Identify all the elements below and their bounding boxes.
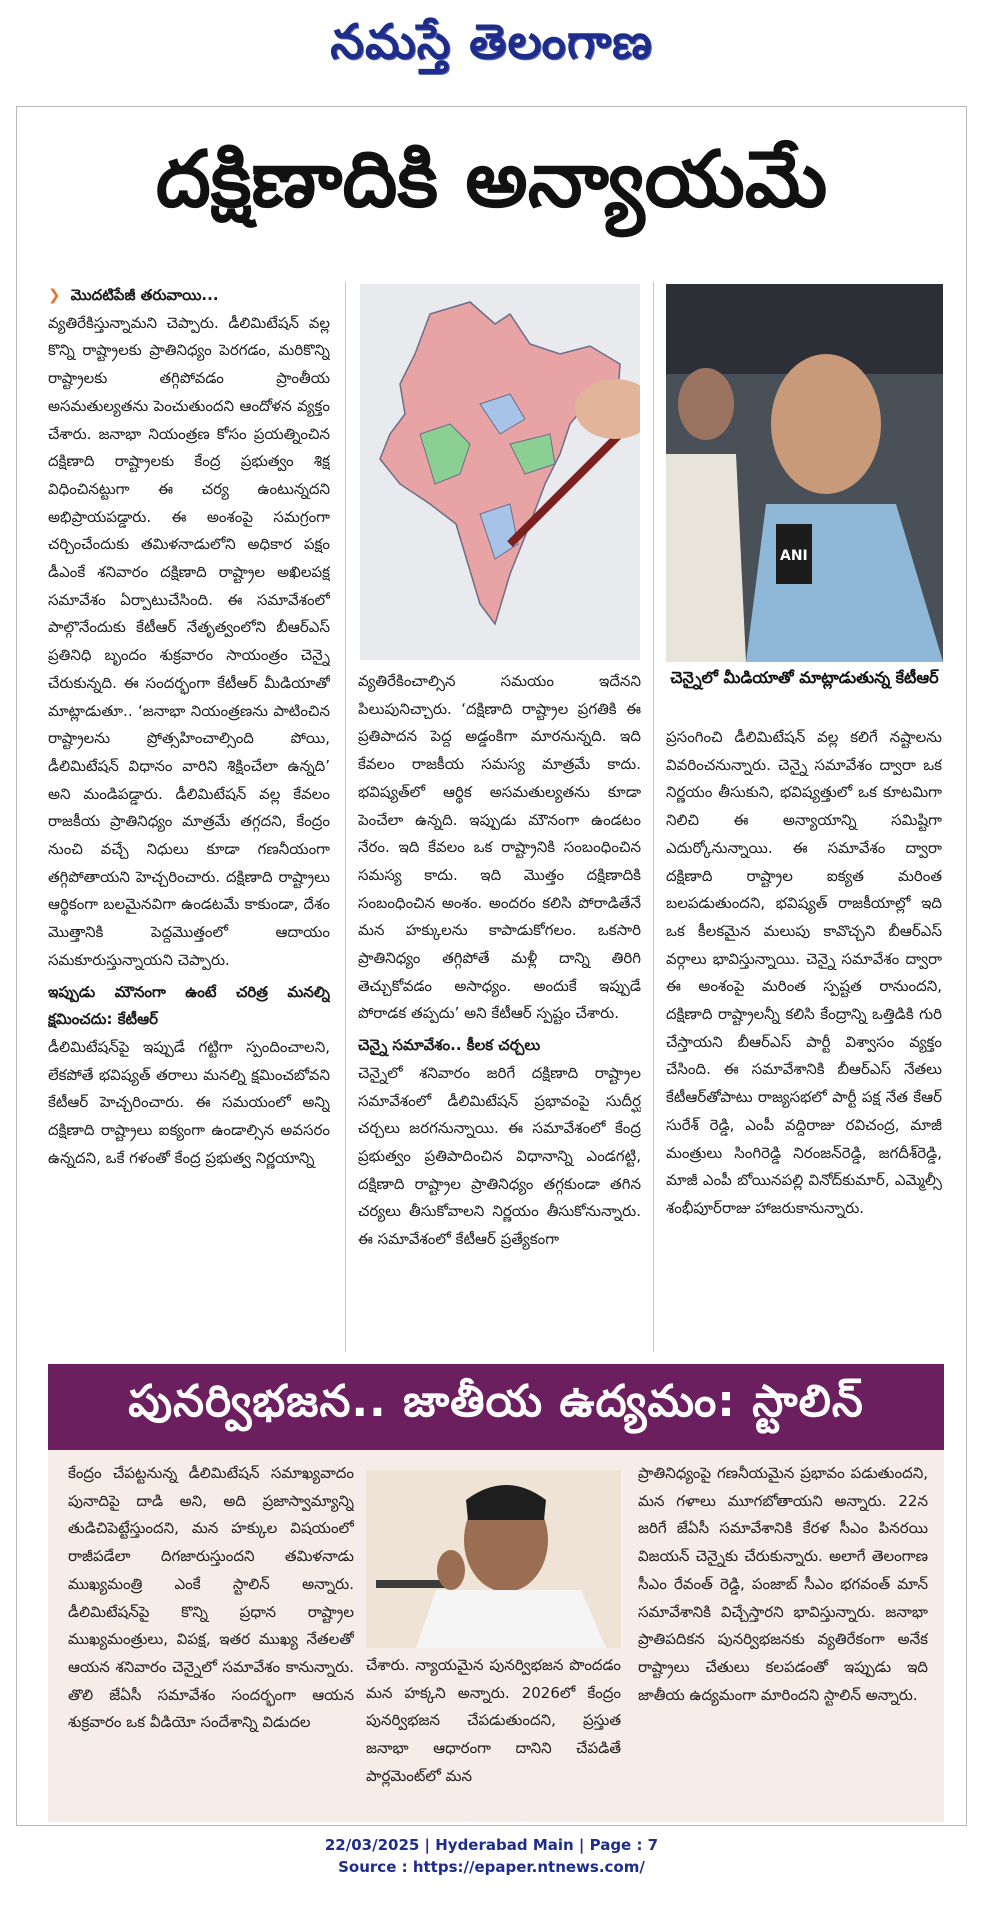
body-paragraph: వ్యతిరేకించాల్సిన సమయం ఇదేనని పిలుపునిచ్చారు. ‘దక్షిణాది రాష్ట్రాల ప్రగతికి ఈ ప్రతిపాదన పెద్ద అడ్డంకిగా మారనున్నది. ఇది కేవలం రాజకీయ సమస్య మాత్రమే కాదు. భవిష్యత్‌లో ఆర్థిక అసమతుల్యతను కూడా పెంచేలా ఉన్నది. ఇప్పుడు మౌనంగా ఉండటం నేరం. ఇది కేవలం ఒక రాష్ట్రానికి సంబంధించిన సమస్య కాదు. ఇది మొత్తం దక్షిణాదికి సంబంధించిన అంశం. అందరం కలిసి పోరాడితేనే మన హక్కులను కాపాడుకోగలం. ఒకసారి ప్రాతినిధ్యం తగ్గిపోతే మళ్లీ దాన్ని తిరిగి తెచ్చుకోవడం అసాధ్యం. అందుకే ఇప్పుడే పోరాడక తప్పదు’ అని కేటీఆర్ స్పష్టం చేశారు. [358, 672, 641, 1023]
subheading: చెన్నై సమావేశం.. కీలక చర్చలు [358, 1036, 541, 1055]
article-column-3 [666, 724, 942, 1360]
map-illustration [360, 284, 640, 660]
headline: దక్షిణాదికి అన్యాయమే [155, 134, 828, 225]
body-paragraph: ప్రసంగించి డీలిమిటేషన్ వల్ల కలిగే నష్టాలను వివరించనున్నారు. చెన్నై సమావేశం ద్వారా ఒక నిర్ణయం తీసుకుని, భవిష్యత్తులో ఒక కూటమిగా నిలిచి ఈ అన్యాయాన్ని సమిష్టిగా ఎదుర్కోనున్నాయి. ఈ సమావేశం ద్వారా దక్షిణాది రాష్ట్రాల ఐక్యత మరింత బలపడుతుందని, భవిష్యత్ రాజకీయాల్లో ఇది ఒక కీలకమైన మలుపు కావొచ్చని బీఆర్ఎస్ వర్గాలు భావిస్తున్నాయి. చెన్నై సమావేశం ద్వారా ఈ అంశంపై మరింత స్పష్టత రానుందని, దక్షిణాది రాష్ట్రాలన్నీ కలిసి కేంద్రాన్ని ఒత్తిడికి గురి చేస్తాయని బీఆర్ఎస్ పార్టీ విశ్వాసం వ్యక్తం చేసింది. ఈ సమావేశానికి బీఆర్ఎస్ నేతలు కేటీఆర్‌తోపాటు రాజ్యసభలో పార్టీ పక్ష నేత కేఆర్ సురేశ్ రెడ్డి, ఎంపీ వద్దిరాజు రవిచంద్ర, మాజీ మంత్రులు సింగిరెడ్డి నిరంజన్‌రెడ్డి, జగదీశ్‌రెడ్డి, మాజీ ఎంపీ బోయినపల్లి వినోద్‌కుమార్, ఎమ్మెల్సీ శంభీపూర్‌రాజు హాజరుకానున్నారు. [666, 728, 942, 1217]
ktr-photo [666, 284, 943, 662]
body-paragraph: వ్యతిరేకిస్తున్నామని చెప్పారు. డీలిమిటేషన్ వల్ల కొన్ని రాష్ట్రాలకు ప్రాతినిధ్యం పెరగడం, మరికొన్ని రాష్ట్రాలకు తగ్గిపోవడం ప్రాంతీయ అసమతుల్యతను పెంచుతుందని ఆందోళన వ్యక్తం చేశారు. జనాభా నియంత్రణ కోసం ప్రయత్నించిన దక్షిణాది రాష్ట్రాలకు కేంద్ర ప్రభుత్వం శిక్ష విధించినట్టుగా ఈ చర్య ఉంటున్నదని అభిప్రాయపడ్డారు. ఈ అంశంపై సమగ్రంగా చర్చించేందుకు తమిళనాడులోని అధికార పక్షం డీఎంకే శనివారం దక్షిణాది రాష్ట్రాల అఖిలపక్ష సమావేశం ఏర్పాటుచేసింది. ఈ సమావేశంలో పాల్గొనేందుకు కేటీఆర్ నేతృత్వంలోని బీఆర్ఎస్ ప్రతినిధి బృందం శుక్రవారం సాయంత్రం చెన్నై చేరుకున్నది. ఈ సందర్భంగా కేటీఆర్ మీడియాతో మాట్లాడుతూ.. ‘జనాభా నియంత్రణను పాటించిన రాష్ట్రాలను ప్రోత్సహించాల్సింది పోయి, డీలిమిటేషన్ విధానం వారిని శిక్షించేలా ఉన్నది’ అని మండిపడ్డారు. డీలిమిటేషన్ వల్ల కేవలం రాజకీయ ప్రాతినిధ్యం మాత్రమే తగ్గదని, కేంద్రం నుంచి వచ్చే నిధులు కూడా గణనీయంగా తగ్గిపోతాయని హెచ్చరించారు. దక్షిణాది రాష్ట్రాలు ఆర్థికంగా బలమైనవిగా ఉండటమే కాకుండా, దేశం మొత్తానికి పెద్దమొత్తంలో ఆదాయం సమకూరుస్తున్నాయని చెప్పారు. [48, 313, 330, 969]
footer-edition-line: 22/03/2025 | Hyderabad Main | Page : 7 [324, 1836, 659, 1854]
photo-illustration [666, 284, 943, 662]
body-paragraph: డీలిమిటేషన్‌పై ఇప్పుడే గట్టిగా స్పందించాలని, లేకపోతే భవిష్యత్ తరాలు మనల్ని క్షమించబోవని కేటీఆర్ హెచ్చరించారు. ఈ సమయంలో అన్ని దక్షిణాది రాష్ట్రాలు ఐక్యంగా ఉండాల్సిన అవసరం ఉన్నదని, ఒకే గళంతో కేంద్ర ప్రభుత్వ నిర్ణయాన్ని [48, 1037, 330, 1167]
section-banner: పునర్విభజన.. జాతీయ ఉద్యమం: స్టాలిన్ [48, 1364, 944, 1450]
masthead [0, 0, 983, 96]
article-column-2 [358, 668, 641, 1358]
photo-caption: చెన్నైలో మీడియాతో మాట్లాడుతున్న కేటీఆర్ [670, 668, 939, 687]
continued-from-front-page: ❯ మొదటిపేజీ తరువాయి... [48, 286, 219, 304]
body-paragraph: ప్రాతినిధ్యంపై గణనీయమైన ప్రభావం పడుతుందని, మన గళాలు మూగబోతాయని అన్నారు. 22న జరిగే జేఏసీ సమావేశానికి కేరళ సీఎం పినరయి విజయన్ చెన్నైకు చేరుకున్నారు. అలాగే తెలంగాణ సీఎం రేవంత్ రెడ్డి, పంజాబ్ సీఎం భగవంత్ మాన్ సమావేశానికి విచ్చేస్తారని భావిస్తున్నారు. జనాభా ప్రాతిపదికన పునర్విభజనకు వ్యతిరేకంగా అనేక రాష్ట్రాలు చేతులు కలపడంతో ఇప్పుడు ఇది జాతీయ ఉద్యమంగా మారిందని స్టాలిన్ అన్నారు. [638, 1464, 928, 1704]
article-column-1 [48, 282, 330, 1362]
photo-illustration [366, 1470, 621, 1648]
body-paragraph: చెన్నైలో శనివారం జరిగే దక్షిణాది రాష్ట్రాల సమావేశంలో డీలిమిటేషన్ ప్రభావంపై సుదీర్ఘ చర్చలు జరగనున్నాయి. ఈ సమావేశంలో కేంద్ర ప్రభుత్వం ప్రతిపాదించిన విధానాన్ని ఎండగట్టి, దక్షిణాది రాష్ట్రాల ప్రాతినిధ్యం తగ్గకుండా తగిన చర్యలు తీసుకోవాలని నిర్ణయం తీసుకోనున్నారు. ఈ సమావేశంలో కేటీఆర్ ప్రత్యేకంగా [358, 1063, 641, 1249]
chevron-right-icon: ❯ [48, 286, 61, 304]
india-map-photo [360, 284, 640, 660]
body-paragraph: చేశారు. న్యాయమైన పునర్విభజన పొందడం మన హక్కని అన్నారు. 2026లో కేంద్రం పునర్విభజన చేపడుతుందని, ప్రస్తుత జనాభా ఆధారంగా దానిని చేపడితే పార్లమెంట్‌లో మన [366, 1656, 621, 1785]
stalin-photo [366, 1470, 621, 1648]
column-divider [345, 282, 346, 1352]
column-divider [653, 282, 654, 1352]
section-column-1 [68, 1460, 354, 1818]
subheading: ఇప్పుడు మౌనంగా ఉంటే చరిత్ర మనల్ని క్షమించదు: కేటీఆర్ [48, 982, 330, 1029]
footer-source-link[interactable]: Source : https://epaper.ntnews.com/ [338, 1858, 645, 1876]
masthead-title: నమస్తే తెలంగాణ [330, 14, 653, 70]
body-paragraph: కేంద్రం చేపట్టనున్న డీలిమిటేషన్ సమాఖ్యవాదం పునాదిపై దాడి అని, అది ప్రజాస్వామ్యాన్ని తుడిచిపెట్టేస్తుందని, మన హక్కుల విషయంలో రాజీపడేలా దిగజారుస్తుందని తమిళనాడు ముఖ్యమంత్రి ఎంకే స్టాలిన్ అన్నారు. డీలిమిటేషన్‌పై కొన్ని ప్రధాన రాష్ట్రాల ముఖ్యమంత్రులు, విపక్ష, ఇతర ముఖ్య నేతలతో ఆయన శనివారం చెన్నైలో సమావేశం కానున్నారు. తొలి జేఏసీ సమావేశం సందర్భంగా ఆయన శుక్రవారం ఒక వీడియో సందేశాన్ని విడుదల [68, 1464, 354, 1732]
section-column-2 [366, 1652, 621, 1818]
section-column-3 [638, 1460, 928, 1818]
svg-text:ANI: ANI [780, 548, 808, 564]
footer [0, 1834, 983, 1878]
